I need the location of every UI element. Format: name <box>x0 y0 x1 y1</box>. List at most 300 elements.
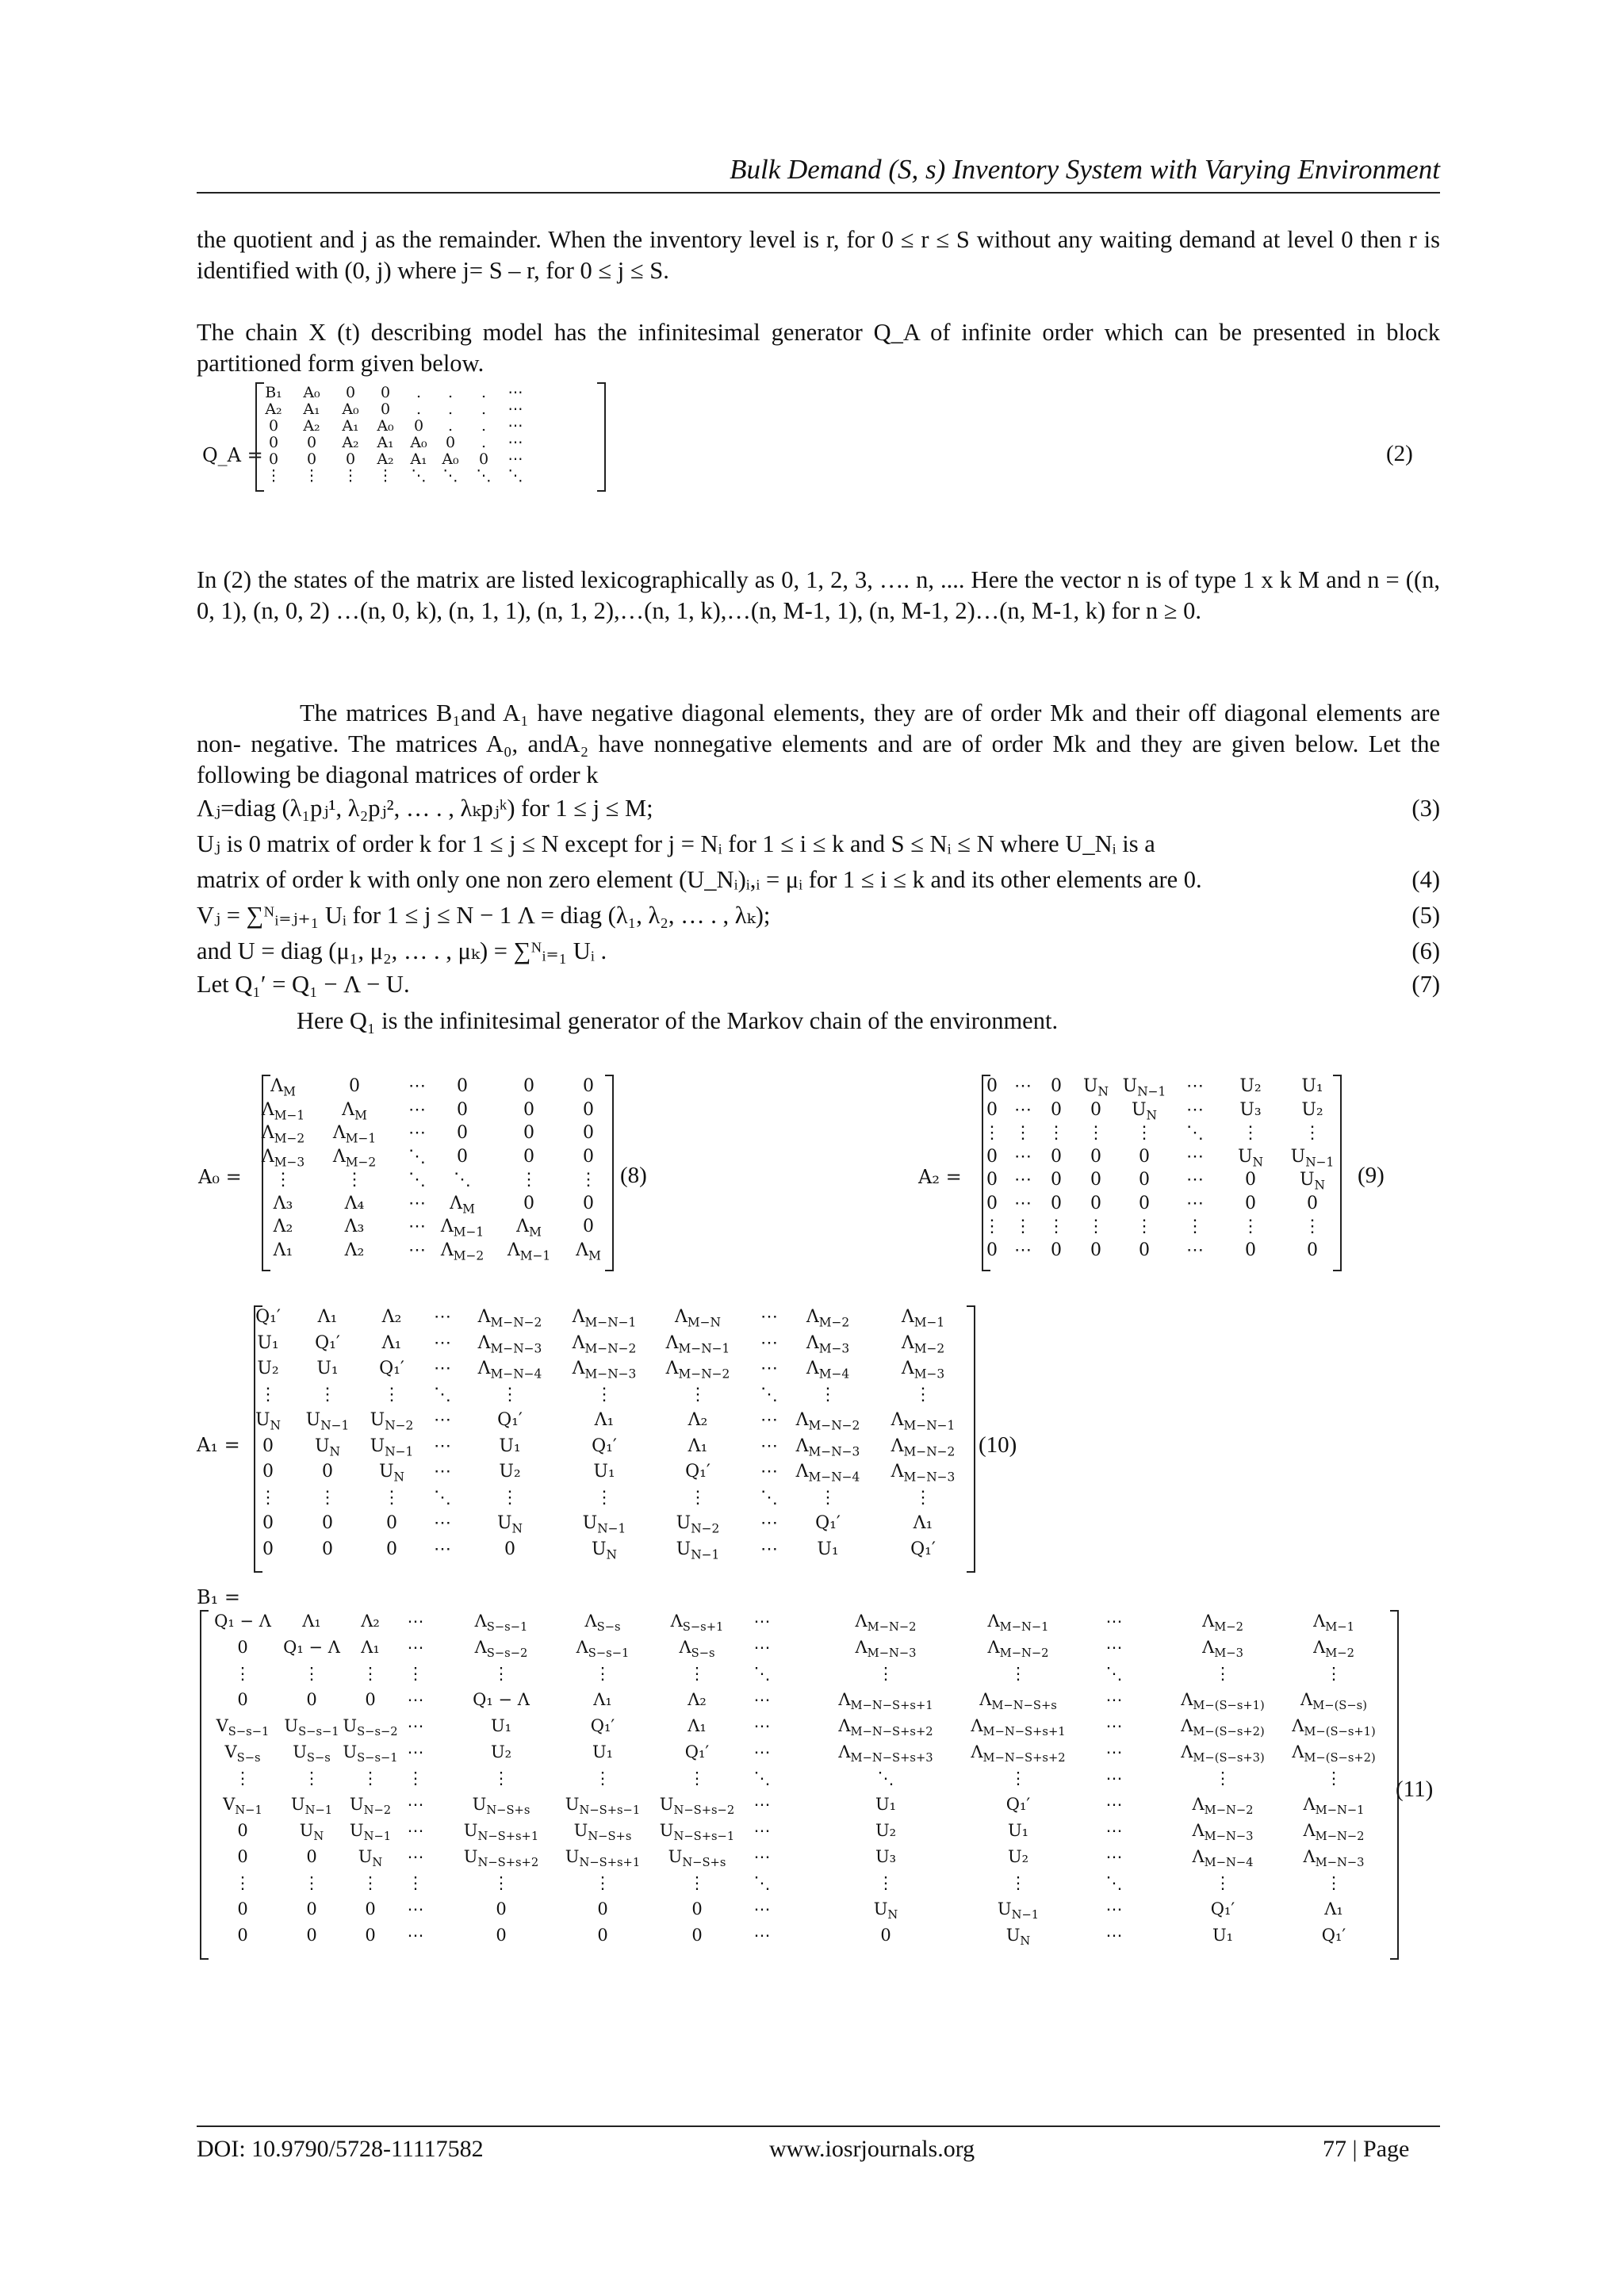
matrix-cell: ⋯ <box>753 1847 771 1866</box>
matrix-cell: 0 <box>1090 1146 1101 1167</box>
matrix-cell: 0 <box>365 1690 376 1709</box>
matrix-cell: Λ₄ <box>344 1193 365 1213</box>
matrix-cell: ⋯ <box>1186 1240 1204 1260</box>
matrix-cell: ⋯ <box>760 1410 778 1430</box>
header-rule <box>197 192 1440 194</box>
matrix-cell: ⋯ <box>753 1612 771 1631</box>
matrix-cell: 0 <box>322 1513 333 1533</box>
matrix-b1-label: B₁ = <box>197 1586 240 1608</box>
matrix-cell: ⋯ <box>760 1307 778 1327</box>
equation-4b-line <box>197 864 1440 895</box>
matrix-cell: 0 <box>986 1076 998 1096</box>
matrix-cell: 0 <box>496 1899 507 1918</box>
matrix-cell: ⋮ <box>688 1769 706 1788</box>
matrix-cell: ⋮ <box>819 1384 837 1405</box>
matrix-cell: 0 <box>457 1076 468 1096</box>
matrix-cell: 0 <box>322 1539 333 1559</box>
equation-number-2: (2) <box>1386 441 1413 466</box>
matrix-cell: A₁ <box>303 401 320 418</box>
matrix-cell: ⋯ <box>1105 1926 1123 1945</box>
matrix-cell: ⋮ <box>1325 1664 1342 1683</box>
footer-doi: DOI: 10.9790/5728-11117582 <box>197 2136 484 2162</box>
matrix-cell: $\Lambda_{M-N-3}$ <box>855 1638 917 1661</box>
matrix-a2-right-bracket <box>1333 1075 1342 1271</box>
matrix-cell: Λ₂ <box>688 1410 708 1430</box>
matrix-cell: ⋱ <box>760 1384 778 1405</box>
matrix-cell: ⋮ <box>407 1873 424 1892</box>
matrix-cell: $\Lambda_{M-2}$ <box>1202 1612 1243 1635</box>
matrix-cell: ⋱ <box>411 467 427 485</box>
matrix-cell: 0 <box>1139 1193 1150 1213</box>
matrix-cell: $\Lambda_{M-1}$ <box>332 1123 377 1146</box>
matrix-cell: $\Lambda_{M-N-1}$ <box>891 1410 956 1433</box>
matrix-cell: ⋱ <box>434 1487 451 1508</box>
matrix-cell: ⋯ <box>1105 1716 1123 1735</box>
matrix-cell: ⋱ <box>1105 1664 1123 1683</box>
matrix-cell: 0 <box>268 417 279 435</box>
matrix-cell: Q₁′ <box>685 1462 710 1481</box>
matrix-cell: Λ₂ <box>361 1612 380 1631</box>
matrix-cell: ⋮ <box>688 1664 706 1683</box>
matrix-cell: $U_{S-s-1}$ <box>343 1742 398 1765</box>
matrix-cell: ⋯ <box>1105 1638 1123 1657</box>
matrix-cell: ⋮ <box>492 1873 510 1892</box>
equation-6: and U = diag (μ₁, μ₂, … . , μₖ) = ∑ᴺᵢ₌₁ Uᵢ . <box>197 937 607 964</box>
matrix-cell: $\Lambda_{M-N-2}$ <box>795 1410 860 1433</box>
matrix-cell: $\Lambda_{S-s-2}$ <box>474 1638 528 1661</box>
equation-7: Let Q₁′ = Q₁ − Λ − U. <box>197 971 410 998</box>
matrix-cell: Λ₁ <box>317 1307 338 1327</box>
matrix-cell: ⋮ <box>689 1384 707 1405</box>
matrix-cell: $\Lambda_{M-N-S+s+3}$ <box>838 1742 933 1765</box>
matrix-cell: ⋱ <box>1186 1123 1204 1143</box>
matrix-cell: ⋯ <box>434 1410 451 1430</box>
matrix-cell: . <box>447 384 454 401</box>
matrix-cell: A₂ <box>265 401 282 418</box>
matrix-cell: ⋮ <box>1325 1769 1342 1788</box>
matrix-cell: ⋮ <box>580 1170 597 1190</box>
matrix-cell: ⋮ <box>1009 1664 1027 1683</box>
matrix-cell: ⋯ <box>508 450 523 468</box>
matrix-cell: ⋯ <box>1014 1099 1032 1120</box>
matrix-cell: ⋯ <box>407 1690 424 1709</box>
matrix-cell: $U_{N-S+s}$ <box>472 1795 530 1818</box>
matrix-cell: 0 <box>306 450 317 468</box>
matrix-cell: ⋯ <box>1186 1076 1204 1096</box>
matrix-cell: ⋮ <box>1009 1769 1027 1788</box>
matrix-cell: ⋮ <box>383 1384 400 1405</box>
matrix-cell: $\Lambda_{M-3}$ <box>901 1359 945 1382</box>
matrix-cell: Λ₁ <box>913 1513 933 1533</box>
matrix-cell: Q₁′ <box>590 1716 615 1735</box>
matrix-cell: ⋯ <box>407 1899 424 1918</box>
matrix-cell: ⋮ <box>914 1384 932 1405</box>
matrix-cell: ⋯ <box>1186 1170 1204 1190</box>
matrix-cell: 0 <box>478 450 489 468</box>
equation-5-line <box>197 900 1440 930</box>
matrix-cell: Λ₂ <box>688 1690 707 1709</box>
matrix-cell: $\Lambda_{M-2}$ <box>332 1146 377 1169</box>
matrix-cell: $\Lambda_{M-N-1}$ <box>572 1307 637 1330</box>
matrix-cell: ⋯ <box>407 1742 424 1761</box>
matrix-cell: 0 <box>1307 1240 1318 1260</box>
matrix-cell: A₁ <box>410 450 427 468</box>
matrix-cell: ⋮ <box>259 1384 277 1405</box>
matrix-cell: ⋯ <box>1186 1146 1204 1167</box>
matrix-cell: 0 <box>691 1899 703 1918</box>
matrix-cell: 0 <box>523 1123 534 1143</box>
matrix-cell: ⋱ <box>408 1170 426 1190</box>
matrix-cell: $U_{N-1}$ <box>349 1821 392 1844</box>
matrix-cell: ⋮ <box>594 1873 611 1892</box>
matrix-cell: 0 <box>523 1076 534 1096</box>
matrix-cell: ⋮ <box>1186 1217 1204 1236</box>
matrix-cell: . <box>481 384 487 401</box>
matrix-cell: 0 <box>986 1099 998 1120</box>
matrix-cell: $U_{N-S+s+1}$ <box>463 1821 539 1844</box>
matrix-cell: U₂ <box>490 1742 512 1761</box>
matrix-cell: A₀ <box>410 434 427 451</box>
matrix-cell: ⋮ <box>407 1664 424 1683</box>
matrix-cell: 0 <box>986 1240 998 1260</box>
matrix-cell: $\Lambda_{M-N-2}$ <box>1303 1821 1365 1844</box>
matrix-cell: ⋯ <box>434 1435 451 1456</box>
matrix-cell: ⋯ <box>760 1513 778 1533</box>
matrix-cell: 0 <box>1090 1099 1101 1120</box>
matrix-a1-label: A₁ = <box>197 1434 240 1456</box>
matrix-cell: $U_N$ <box>358 1847 383 1870</box>
matrix-cell: $\Lambda_{S-s-1}$ <box>576 1638 630 1661</box>
matrix-cell: ⋯ <box>753 1742 771 1761</box>
matrix-cell: $U_N$ <box>496 1513 523 1536</box>
equation-8-line <box>297 1006 1540 1036</box>
matrix-cell: U₁ <box>1007 1821 1029 1840</box>
matrix-cell: ⋯ <box>753 1716 771 1735</box>
matrix-cell: ⋯ <box>1014 1170 1032 1190</box>
matrix-cell: ⋮ <box>319 1384 336 1405</box>
matrix-cell: 0 <box>345 384 356 401</box>
matrix-cell: ⋮ <box>1136 1217 1153 1236</box>
matrix-cell: U₃ <box>1239 1099 1262 1120</box>
equation-3-line <box>197 793 1440 823</box>
matrix-cell: ⋯ <box>408 1240 426 1260</box>
matrix-cell: $\Lambda_{M-2}$ <box>1313 1638 1354 1661</box>
matrix-cell: $\Lambda_{M-1}$ <box>507 1240 551 1263</box>
equation-4a: Uⱼ is 0 matrix of order k for 1 ≤ j ≤ N except for j = Nᵢ for 1 ≤ i ≤ k and S ≤ Nᵢ ≤ N where U_Nᵢ is a <box>197 830 1155 857</box>
matrix-cell: 0 <box>237 1821 248 1840</box>
matrix-cell: ⋮ <box>304 467 320 485</box>
matrix-cell: A₁ <box>342 417 359 435</box>
matrix-cell: $U_{S-s-2}$ <box>343 1716 398 1739</box>
matrix-cell: $U_N$ <box>314 1435 341 1458</box>
matrix-cell: ⋯ <box>1105 1742 1123 1761</box>
matrix-cell: U₁ <box>1301 1076 1323 1096</box>
matrix-cell: 0 <box>262 1462 274 1481</box>
matrix-cell: ⋱ <box>454 1170 471 1190</box>
matrix-cell: $\Lambda_{M-N-2}$ <box>891 1435 956 1458</box>
matrix-cell: $U_{N-1}$ <box>1290 1146 1335 1169</box>
matrix-cell: ⋮ <box>596 1384 613 1405</box>
matrix-cell: ⋯ <box>434 1462 451 1481</box>
matrix-cell: ⋮ <box>303 1769 320 1788</box>
equation-4b: matrix of order k with only one non zero element (U_Nᵢ)ᵢ,ᵢ = μᵢ for 1 ≤ i ≤ k and its other elements are 0. <box>197 866 1202 893</box>
matrix-cell: B₁ <box>265 384 282 401</box>
matrix-cell: ⋮ <box>501 1384 519 1405</box>
matrix-cell: $V_{N-1}$ <box>223 1795 262 1818</box>
matrix-cell: U₂ <box>875 1821 897 1840</box>
matrix-cell: 0 <box>1051 1076 1062 1096</box>
matrix-cell: U₁ <box>499 1435 521 1456</box>
matrix-cell: ⋮ <box>492 1664 510 1683</box>
equation-5: Vⱼ = ∑ᴺᵢ₌ⱼ₊₁ Uᵢ for 1 ≤ j ≤ N − 1 Λ = diag (λ₁, λ₂, … . , λₖ); <box>197 902 771 929</box>
matrix-cell: . <box>481 434 487 451</box>
footer-page: 77 | Page <box>1323 2136 1410 2162</box>
matrix-cell: ⋯ <box>407 1821 424 1840</box>
matrix-cell: 0 <box>597 1899 608 1918</box>
matrix-cell: 0 <box>386 1513 397 1533</box>
matrix-cell: . <box>447 417 454 435</box>
matrix-cell: ⋮ <box>877 1664 894 1683</box>
matrix-a0-label: A₀ = <box>198 1166 242 1188</box>
matrix-cell: Q₁′ <box>684 1742 710 1761</box>
footer-rule <box>197 2125 1440 2127</box>
matrix-cell: Q₁ − Λ <box>214 1612 271 1631</box>
matrix-cell: 0 <box>262 1539 274 1559</box>
matrix-cell: ⋮ <box>234 1873 251 1892</box>
matrix-cell: $\Lambda_{M-1}$ <box>901 1307 945 1330</box>
matrix-cell: A₂ <box>342 434 359 451</box>
matrix-cell: U₂ <box>1007 1847 1029 1866</box>
matrix-cell: ⋮ <box>383 1487 400 1508</box>
matrix-cell: 0 <box>345 450 356 468</box>
matrix-cell: $\Lambda_M$ <box>342 1099 367 1122</box>
matrix-cell: 0 <box>583 1076 594 1096</box>
matrix-cell: 0 <box>523 1099 534 1120</box>
matrix-cell: ⋮ <box>266 467 282 485</box>
matrix-cell: $\Lambda_{M-N-3}$ <box>572 1359 637 1382</box>
matrix-cell: Λ₂ <box>273 1217 293 1236</box>
matrix-cell: $\Lambda_{M-2}$ <box>440 1240 485 1263</box>
equation-number-8: (8) <box>620 1163 647 1188</box>
matrix-cell: U₂ <box>257 1359 279 1378</box>
matrix-cell: $\Lambda_{M-3}$ <box>806 1332 850 1355</box>
paragraph-2: The chain X (t) describing model has the infinitesimal generator Q_A of infinite order which can be presented in block partitioned form given below. <box>197 319 1440 377</box>
matrix-cell: $U_{N-1}$ <box>370 1435 414 1458</box>
matrix-cell: ⋮ <box>688 1873 706 1892</box>
matrix-cell: ⋯ <box>1014 1076 1032 1096</box>
matrix-cell: ⋮ <box>596 1487 613 1508</box>
matrix-cell: $\Lambda_{M-N-4}$ <box>477 1359 542 1382</box>
matrix-cell: 0 <box>237 1899 248 1918</box>
matrix-cell: ⋯ <box>1105 1795 1123 1814</box>
matrix-cell: ⋯ <box>1105 1769 1123 1788</box>
matrix-cell: 0 <box>1051 1099 1062 1120</box>
matrix-cell: Λ₁ <box>302 1612 321 1631</box>
matrix-cell: Λ₁ <box>1324 1899 1343 1918</box>
matrix-cell: 0 <box>349 1076 360 1096</box>
matrix-cell: U₂ <box>499 1462 521 1481</box>
matrix-cell: A₀ <box>303 384 320 401</box>
matrix-cell: . <box>416 401 422 418</box>
matrix-cell: $\Lambda_{M-(S-s+2)}$ <box>1292 1742 1376 1765</box>
matrix-cell: ⋯ <box>753 1926 771 1945</box>
matrix-cell: ⋮ <box>362 1873 379 1892</box>
matrix-cell: ⋮ <box>274 1170 292 1190</box>
matrix-cell: $\Lambda_{S-s}$ <box>679 1638 715 1661</box>
matrix-cell: Λ₁ <box>361 1638 380 1657</box>
matrix-cell: $U_N$ <box>1005 1926 1031 1949</box>
matrix-cell: 0 <box>1090 1240 1101 1260</box>
matrix-cell: $U_N$ <box>378 1462 405 1485</box>
equation-3: Λⱼ=diag (λ₁pⱼ¹, λ₂pⱼ², … . , λₖpⱼᵏ) for 1 ≤ j ≤ M; <box>197 795 653 822</box>
matrix-cell: 0 <box>1307 1193 1318 1213</box>
matrix-cell: $\Lambda_{M-1}$ <box>261 1099 305 1122</box>
matrix-cell: . <box>416 384 422 401</box>
matrix-cell: 0 <box>1090 1193 1101 1213</box>
matrix-cell: Q₁ − Λ <box>283 1638 340 1657</box>
matrix-cell: Λ₁ <box>688 1435 708 1456</box>
matrix-cell: $\Lambda_{M-(S-s+1)}$ <box>1181 1690 1265 1713</box>
matrix-cell: $\Lambda_{M-4}$ <box>806 1359 850 1382</box>
matrix-cell: 0 <box>1051 1240 1062 1260</box>
matrix-cell: 0 <box>386 1539 397 1559</box>
matrix-cell: 0 <box>445 434 456 451</box>
matrix-cell: ⋯ <box>407 1847 424 1866</box>
footer-website: www.iosrjournals.org <box>769 2136 975 2162</box>
matrix-cell: $U_{N-2}$ <box>370 1410 414 1433</box>
matrix-cell: 0 <box>496 1926 507 1945</box>
matrix-cell: $\Lambda_{M-2}$ <box>261 1123 305 1146</box>
matrix-cell: 0 <box>523 1193 534 1213</box>
matrix-cell: ⋯ <box>407 1612 424 1631</box>
matrix-cell: $\Lambda_{M-(S-s)}$ <box>1300 1690 1367 1713</box>
matrix-cell: Q₁′ <box>379 1359 404 1378</box>
matrix-a1-right-bracket <box>967 1305 975 1573</box>
matrix-cell: 0 <box>1090 1170 1101 1190</box>
matrix-cell: ⋱ <box>753 1873 771 1892</box>
matrix-cell: 0 <box>306 1899 317 1918</box>
matrix-cell: 0 <box>237 1847 248 1866</box>
matrix-cell: 0 <box>523 1146 534 1167</box>
matrix-cell: ⋱ <box>434 1384 451 1405</box>
matrix-cell: $\Lambda_{M-(S-s+1)}$ <box>1292 1716 1376 1739</box>
matrix-cell: $\Lambda_M$ <box>516 1217 542 1240</box>
matrix-cell: Λ₁ <box>594 1410 615 1430</box>
matrix-cell: ⋯ <box>434 1359 451 1378</box>
matrix-cell: 0 <box>504 1539 515 1559</box>
matrix-cell: U₁ <box>817 1539 839 1559</box>
matrix-cell: $\Lambda_{M-1}$ <box>1313 1612 1354 1635</box>
matrix-cell: ⋮ <box>1304 1217 1321 1236</box>
matrix-cell: Λ₁ <box>688 1716 707 1735</box>
matrix-cell: 0 <box>237 1926 248 1945</box>
matrix-cell: $\Lambda_{M-N-4}$ <box>1192 1847 1254 1870</box>
matrix-cell: ⋮ <box>983 1123 1001 1143</box>
matrix-cell: $\Lambda_{M-N-2}$ <box>1192 1795 1254 1818</box>
matrix-cell: 0 <box>583 1146 594 1167</box>
matrix-cell: $U_N$ <box>1131 1099 1158 1122</box>
matrix-cell: $\Lambda_{M-N-3}$ <box>891 1462 956 1485</box>
matrix-cell: $\Lambda_{M-N-3}$ <box>795 1435 860 1458</box>
matrix-cell: $U_{N-2}$ <box>676 1513 720 1536</box>
matrix-cell: ⋮ <box>1242 1217 1259 1236</box>
matrix-cell: $U_N$ <box>1082 1076 1109 1099</box>
matrix-cell: $U_{N-S+s}$ <box>573 1821 632 1844</box>
matrix-cell: $U_{N-S+s+2}$ <box>463 1847 539 1870</box>
matrix-cell: Q₁′ <box>497 1410 523 1430</box>
matrix-cell: ⋮ <box>407 1769 424 1788</box>
matrix-cell: $U_{N-1}$ <box>582 1513 626 1536</box>
matrix-cell: ⋯ <box>1105 1690 1123 1709</box>
matrix-cell: $U_{N-1}$ <box>305 1410 350 1433</box>
matrix-qa-label: Q_A = <box>202 444 263 466</box>
matrix-cell: ⋮ <box>1009 1873 1027 1892</box>
matrix-cell: 0 <box>457 1099 468 1120</box>
matrix-cell: ⋯ <box>753 1899 771 1918</box>
matrix-cell: ⋯ <box>434 1539 451 1559</box>
matrix-cell: $\Lambda_M$ <box>450 1193 475 1216</box>
matrix-cell: A₂ <box>303 417 320 435</box>
matrix-cell: 0 <box>457 1146 468 1167</box>
matrix-cell: $U_{N-S+s}$ <box>668 1847 726 1870</box>
matrix-cell: Λ₁ <box>273 1240 293 1260</box>
matrix-cell: A₂ <box>377 450 394 468</box>
matrix-cell: Q₁′ <box>815 1513 841 1533</box>
matrix-cell: 0 <box>237 1638 248 1657</box>
matrix-cell: ⋱ <box>753 1664 771 1683</box>
matrix-cell: 0 <box>365 1926 376 1945</box>
matrix-cell: 0 <box>597 1926 608 1945</box>
matrix-cell: 0 <box>237 1690 248 1709</box>
matrix-cell: ⋮ <box>1087 1217 1105 1236</box>
matrix-cell: U₃ <box>875 1847 897 1866</box>
matrix-cell: $\Lambda_{S-s-1}$ <box>474 1612 528 1635</box>
matrix-cell: U₂ <box>1301 1099 1323 1120</box>
matrix-cell: A₀ <box>442 450 459 468</box>
matrix-qa-right-bracket <box>597 382 606 492</box>
matrix-cell: ⋯ <box>1105 1899 1123 1918</box>
matrix-cell: $\Lambda_{S-s}$ <box>584 1612 621 1635</box>
matrix-cell: $\Lambda_{M-N-2}$ <box>855 1612 917 1635</box>
equation-number-10: (10) <box>979 1432 1017 1458</box>
matrix-cell: ⋮ <box>1214 1664 1231 1683</box>
matrix-cell: $\Lambda_{M-N-S+s+2}$ <box>971 1742 1066 1765</box>
matrix-cell: $U_{S-s-1}$ <box>284 1716 339 1739</box>
matrix-cell: 0 <box>986 1193 998 1213</box>
matrix-cell: $\Lambda_{M-N-3}$ <box>477 1332 542 1355</box>
matrix-cell: Q₁′ <box>592 1435 617 1456</box>
matrix-cell: $U_{N-1}$ <box>1122 1076 1166 1099</box>
equation-6-line <box>197 936 1440 966</box>
matrix-cell: Q₁′ <box>910 1539 936 1559</box>
matrix-cell: 0 <box>380 384 391 401</box>
matrix-cell: ⋮ <box>1214 1769 1231 1788</box>
matrix-cell: ⋮ <box>346 1170 363 1190</box>
matrix-cell: $\Lambda_{M-N-S+s+1}$ <box>838 1690 933 1713</box>
matrix-cell: ⋱ <box>476 467 492 485</box>
matrix-cell: ⋯ <box>753 1638 771 1657</box>
paragraph-1: the quotient and j as the remainder. When the inventory level is r, for 0 ≤ r ≤ S without any waiting demand at level 0 then r is identified with (0, j) where j= S – r, for 0 ≤ j ≤ S. <box>197 226 1440 284</box>
matrix-cell: ⋯ <box>408 1123 426 1143</box>
matrix-cell: ⋮ <box>819 1487 837 1508</box>
matrix-cell: ⋮ <box>520 1170 538 1190</box>
matrix-cell: $\Lambda_{M-N-2}$ <box>665 1359 730 1382</box>
matrix-cell: $U_{N-2}$ <box>349 1795 392 1818</box>
equation-number-3: (3) <box>1411 795 1440 822</box>
matrix-cell: $U_{S-s}$ <box>293 1742 331 1765</box>
matrix-cell: 0 <box>880 1926 891 1945</box>
matrix-cell: ⋮ <box>501 1487 519 1508</box>
